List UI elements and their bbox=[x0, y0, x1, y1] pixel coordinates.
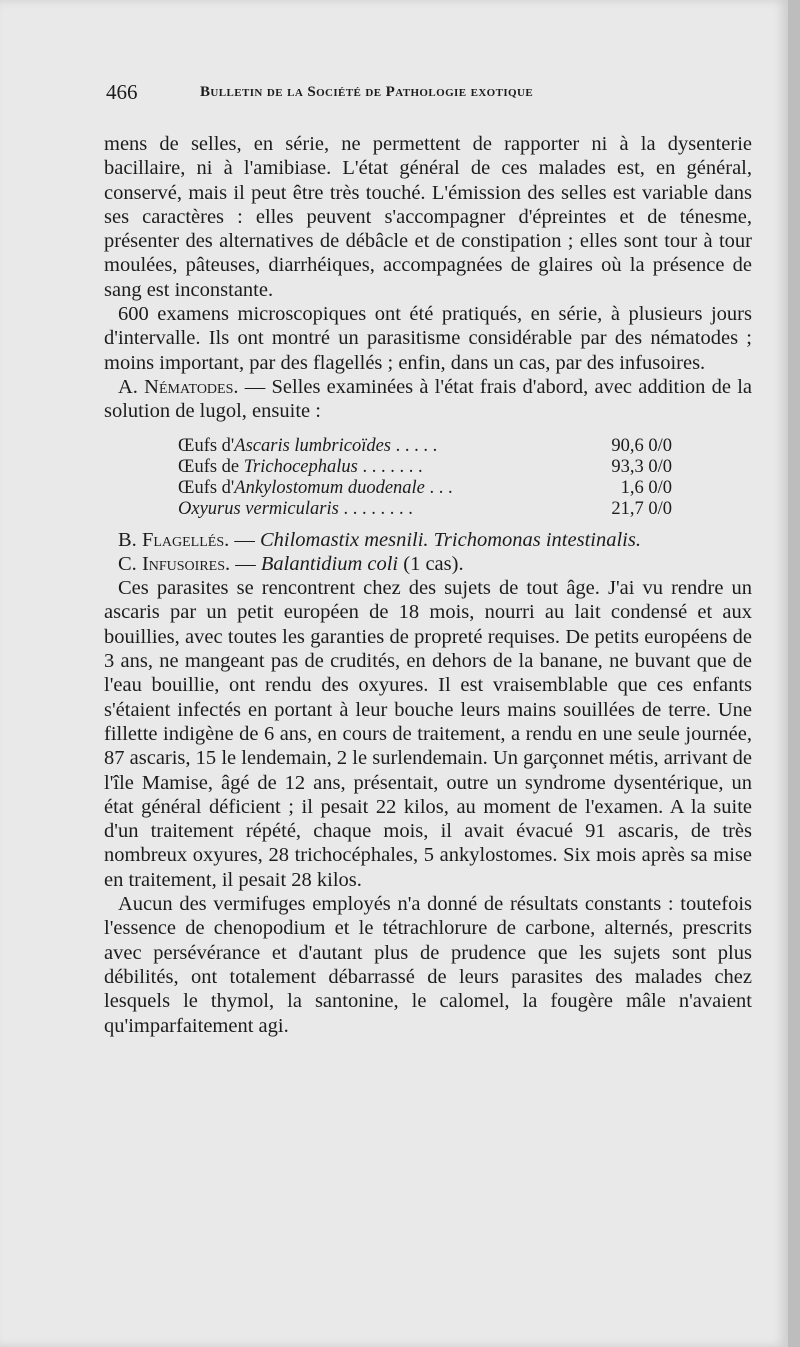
paragraph-4: Aucun des vermifuges employés n'a donné de résultats constants : toutefois l'essence de chenopodium et le tétrachlorure de carbone, alternés, prescrits avec persévérance et d'autant plus de prudence que les sujets sont plus débilités, ont totalement débarrassé de leurs parasites des malades chez lesquels le thymol, la santonine, le calomel, la fougère mâle n'avaient qu'imparfaitement agi. bbox=[104, 893, 752, 1037]
section-b-species: Chilomastix mesnili. Trichomonas intestinalis. bbox=[259, 528, 641, 551]
table-row-label bbox=[178, 478, 453, 499]
running-head: Bulletin de la Société de Pathologie exotique bbox=[200, 84, 534, 100]
species-name: Ascaris lumbricoïdes bbox=[234, 435, 392, 456]
egg-frequency-table bbox=[178, 436, 672, 520]
section-b-separator: . — bbox=[224, 528, 260, 551]
table-row-value: 93,3 0/0 bbox=[611, 456, 672, 477]
page-edge bbox=[788, 0, 800, 1347]
species-name: Trichocephalus bbox=[243, 456, 358, 477]
article-body bbox=[104, 132, 752, 1038]
row-prefix: Œufs de bbox=[178, 456, 244, 477]
section-c-label: C. bbox=[118, 552, 142, 575]
paragraph-3: Ces parasites se rencontrent chez des sujets de tout âge. J'ai vu rendre un ascaris par un petit européen de 18 mois, nourri au lait condensé et aux bouillies, avec toutes les garanties de propreté requises. De petits européens de 3 ans, ne mangeant pas de crudités, en dehors de la banane, ne buvant que de l'eau bouillie, ont rendu des oxyures. Il est vraisemblable que ces enfants s'étaient infectés en portant à leur bouche leurs mains souillées de terre. Une fillette indigène de 6 ans, en cours de traitement, a rendu en une seule journée, 87 ascaris, 15 le lendemain, 2 le surlendemain. Un garçonnet métis, arrivant de l'île Mamise, âgé de 12 ans, présentait, outre un syndrome dysentérique, un état général déficient ; il pesait 22 kilos, au moment de l'examen. A la suite d'un traitement répété, chaque mois, il avait évacué 91 ascaris, de très nombreux oxyures, 28 trichocéphales, 5 ankylostomes. Six mois après sa mise en traitement, il pesait 28 kilos. bbox=[104, 577, 752, 891]
table-row-label bbox=[178, 499, 413, 520]
table-row bbox=[178, 478, 672, 499]
section-c-species: Balantidium coli bbox=[260, 552, 399, 575]
leader-dots: . . . . . bbox=[391, 435, 438, 456]
row-prefix: Œufs d' bbox=[178, 477, 235, 498]
leader-dots: . . . . . . . . bbox=[338, 498, 413, 519]
section-b-heading: Flagellés bbox=[141, 528, 225, 551]
page-header bbox=[106, 80, 666, 110]
section-a bbox=[104, 375, 752, 424]
section-b bbox=[104, 528, 752, 552]
section-b-label: B. bbox=[118, 528, 142, 551]
section-a-heading: Nématodes bbox=[144, 375, 234, 398]
section-c-separator: . — bbox=[225, 552, 261, 575]
section-c-text: (1 cas). bbox=[398, 552, 464, 575]
section-a-label: A. bbox=[118, 375, 145, 398]
page-number: 466 bbox=[106, 80, 138, 104]
table-row-label bbox=[178, 436, 437, 457]
species-name: Oxyurus vermicularis bbox=[178, 498, 339, 519]
paragraph-1: mens de selles, en série, ne permettent de rapporter ni à la dysenterie bacillaire, ni à l'amibiase. L'état général de ces malades est, en général, conservé, mais il peut être très touché. L'émission des selles est variable dans ses caractères : elles peuvent s'accompagner d'épreintes et de ténesme, présenter des alternatives de débâcle et de constipation ; elles sont tour à tour moulées, pâteuses, diarrhéiques, accompagnées de glaires où la présence de sang est inconstante. bbox=[104, 133, 752, 301]
leader-dots: . . . bbox=[424, 477, 453, 498]
table-row bbox=[178, 457, 672, 478]
section-c-heading: Infusoires bbox=[141, 552, 226, 575]
table-row bbox=[178, 436, 672, 457]
table-row-value: 21,7 0/0 bbox=[611, 498, 672, 519]
paragraph-2: 600 examens microscopiques ont été pratiqués, en série, à plusieurs jours d'intervalle. Ils ont montré un parasitisme considérable par des nématodes ; moins important, par des flagellés ; enfin, dans un cas, par des infusoires. bbox=[104, 303, 752, 374]
table-row-label bbox=[178, 457, 423, 478]
table-row bbox=[178, 499, 672, 520]
table-row-value: 90,6 0/0 bbox=[611, 435, 672, 456]
section-c bbox=[104, 552, 752, 576]
row-prefix: Œufs d' bbox=[178, 435, 235, 456]
section-a-text: . — Selles examinées à l'état frais d'abord, avec addition de la solution de lugol, ensuite : bbox=[104, 375, 752, 423]
leader-dots: . . . . . . . bbox=[357, 456, 423, 477]
table-row-value: 1,6 0/0 bbox=[620, 477, 672, 498]
species-name: Ankylostomum duodenale bbox=[234, 477, 425, 498]
